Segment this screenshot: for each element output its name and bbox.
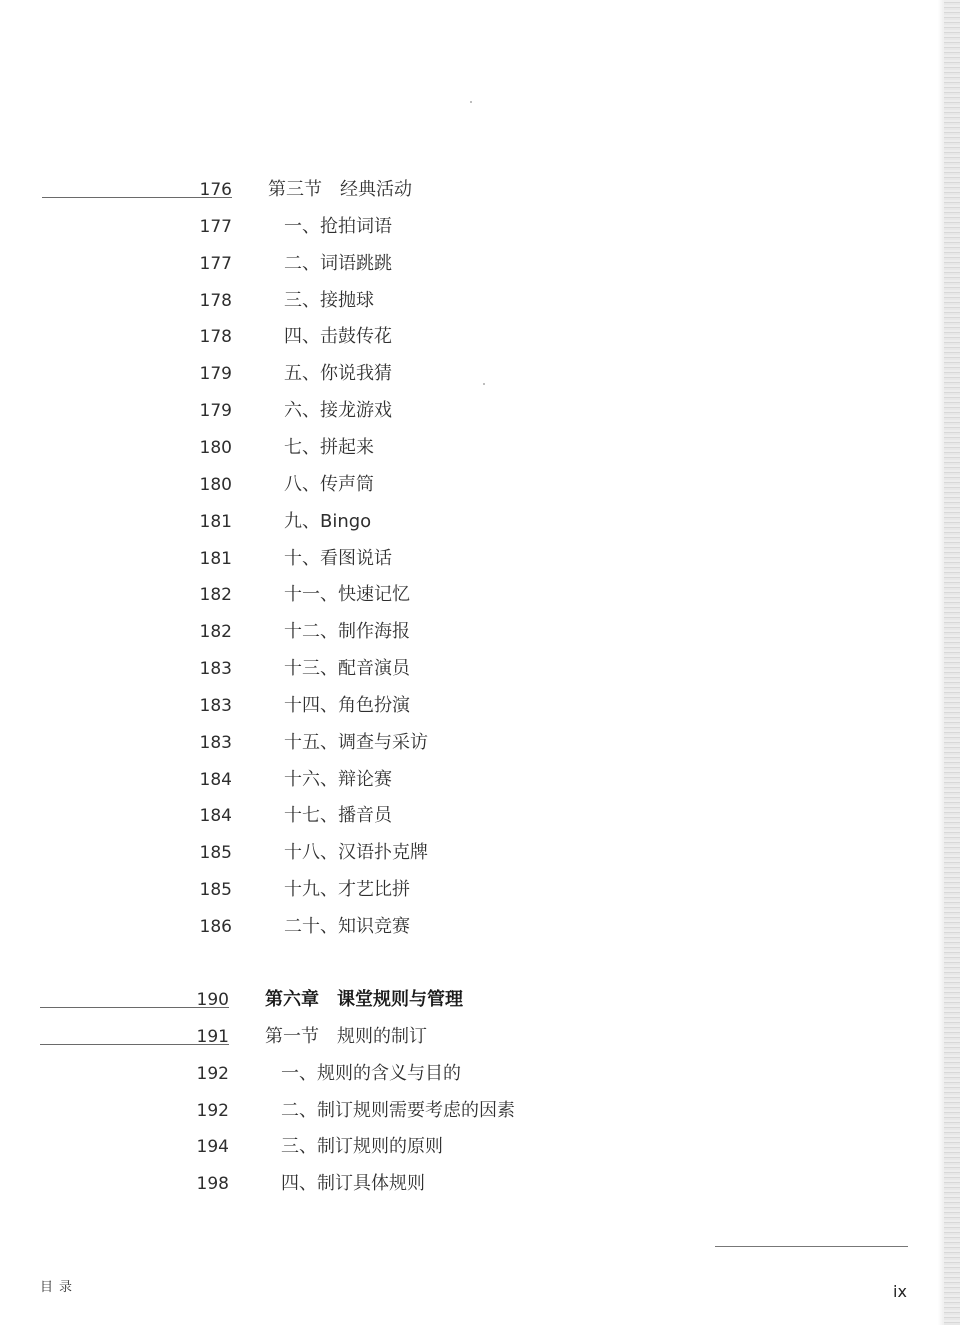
toc-page-number: 179: [199, 364, 232, 385]
toc-page-number: 181: [199, 511, 232, 532]
toc-page-number: 177: [199, 253, 232, 274]
page-number: ix: [893, 1282, 907, 1301]
toc-entry-item: [0, 580, 700, 610]
toc-page-number: 185: [199, 880, 232, 901]
toc-entry-item: [0, 617, 700, 647]
toc-entry-item: [0, 765, 700, 795]
toc-title: 四、制订具体规则: [281, 1173, 425, 1195]
running-footer-label: 目录: [40, 1280, 79, 1295]
toc-entry-item: [0, 1059, 700, 1089]
toc-title: 十、看图说话: [284, 547, 392, 569]
toc-page-number: 192: [196, 1063, 229, 1084]
toc-title: 八、传声筒: [284, 473, 374, 495]
toc-page-number: 181: [199, 548, 232, 569]
toc-title: 十三、配音演员: [284, 658, 410, 680]
toc-title: 十四、角色扮演: [284, 694, 410, 716]
toc-entry-chapter: [0, 985, 700, 1015]
footer-rule: [715, 1246, 908, 1247]
toc-title: 第六章 课堂规则与管理: [265, 989, 463, 1010]
toc-page-number: 178: [199, 327, 232, 348]
toc-page-number: 180: [199, 437, 232, 458]
toc-title: 三、制订规则的原则: [281, 1136, 443, 1158]
toc-title: 第一节 规则的制订: [265, 1025, 427, 1047]
toc-entry-item: [0, 1169, 700, 1199]
toc-page-number: 198: [196, 1174, 229, 1195]
toc-title: 十二、制作海报: [284, 621, 410, 643]
toc-title: 十六、辩论赛: [284, 768, 392, 790]
toc-page-number: 182: [199, 585, 232, 606]
toc-entry-item: [0, 212, 700, 242]
toc-entry-item: [0, 507, 700, 537]
toc-entry-section: [0, 1022, 700, 1052]
toc-entry-item: [0, 1096, 700, 1126]
toc-page-number: 182: [199, 622, 232, 643]
toc-title: 二十、知识竞赛: [284, 916, 410, 937]
toc-title: 十一、快速记忆: [284, 584, 410, 606]
toc-entry-item: [0, 433, 700, 463]
toc-page-number: 190: [196, 990, 229, 1010]
toc-page-number: 179: [199, 401, 232, 422]
toc-page-number: 183: [199, 695, 232, 716]
scan-speck: [470, 101, 472, 103]
toc-entry-item: [0, 322, 700, 352]
toc-entry-item: [0, 838, 700, 868]
toc-title: 二、词语跳跳: [284, 252, 392, 274]
toc-page-number: 176: [199, 180, 232, 200]
toc-page-number: 177: [199, 216, 232, 237]
toc-page-number: 192: [196, 1100, 229, 1121]
toc-page-number: 178: [199, 290, 232, 311]
toc-title: 十七、播音员: [284, 805, 392, 827]
toc-entry-item: [0, 654, 700, 684]
toc-title: 第三节 经典活动: [268, 179, 412, 200]
toc-entry-item: [0, 728, 700, 758]
toc-entry-item: [0, 249, 700, 279]
toc-title: 十八、汉语扑克牌: [284, 842, 428, 864]
toc-entry-item: [0, 1132, 700, 1162]
toc-page-number: 184: [199, 769, 232, 790]
toc-title: 七、拼起来: [284, 436, 374, 458]
toc-entry-item: [0, 470, 700, 500]
toc-page-number: 180: [199, 474, 232, 495]
toc-entry-item: [0, 359, 700, 389]
toc-entry-item: [0, 801, 700, 831]
toc-page-number: 184: [199, 806, 232, 827]
toc-page-number: 186: [199, 917, 232, 937]
toc-entry-item: [0, 912, 700, 942]
toc-page-number: 185: [199, 843, 232, 864]
toc-entry-item: [0, 691, 700, 721]
toc-page-number: 191: [196, 1026, 229, 1047]
toc-title: 一、抢拍词语: [284, 215, 392, 237]
toc-title: 一、规则的含义与目的: [281, 1062, 461, 1084]
toc-title: 九、Bingo: [284, 510, 372, 532]
toc-page-number: 183: [199, 732, 232, 753]
toc-entry-section: [0, 175, 700, 205]
toc-title: 五、你说我猜: [284, 363, 392, 385]
page-edge-shadow: [944, 0, 960, 1325]
toc-title: 三、接抛球: [284, 289, 374, 311]
toc-entry-item: [0, 396, 700, 426]
toc-page-number: 183: [199, 659, 232, 680]
toc-title: 六、接龙游戏: [284, 400, 392, 422]
toc-entry-item: [0, 286, 700, 316]
toc-entry-item: [0, 544, 700, 574]
toc-title: 二、制订规则需要考虑的因素: [281, 1099, 515, 1121]
toc-title: 十九、才艺比拼: [284, 879, 410, 901]
toc-title: 四、击鼓传花: [284, 326, 392, 348]
toc-title: 十五、调查与采访: [284, 731, 428, 753]
toc-page-number: 194: [196, 1137, 229, 1158]
toc-entry-item: [0, 875, 700, 905]
